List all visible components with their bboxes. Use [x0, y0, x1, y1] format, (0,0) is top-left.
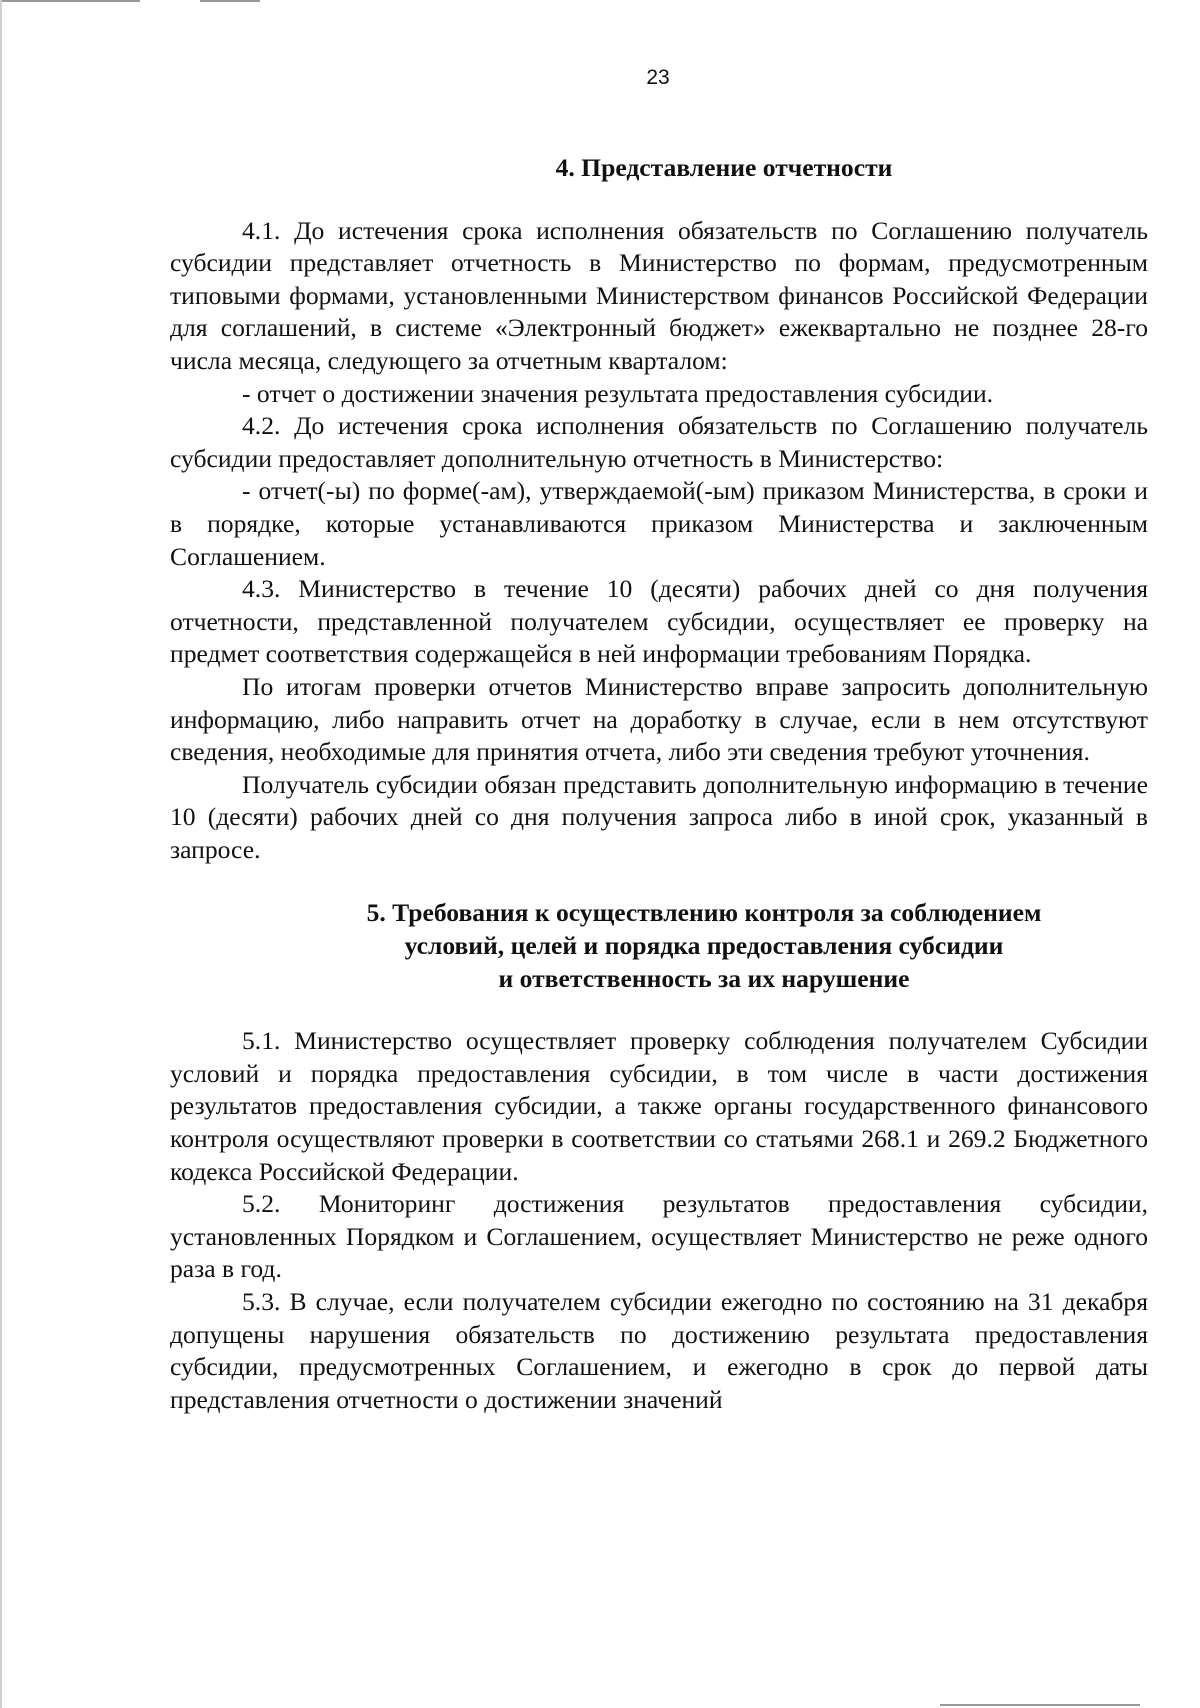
section-5-heading-line-1: 5. Требования к осуществлению контроля за соблюдением: [366, 898, 1042, 928]
paragraph-4-2: 4.2. До истечения срока исполнения обязательств по Соглашению получатель субсидии предоставляет дополнительную отчетность в Министерство:: [170, 411, 1148, 473]
section-4-heading: 4. Представление отчетности: [555, 153, 893, 182]
scan-edge-top-left: [0, 0, 140, 2]
paragraph-4-2-item: - отчет(-ы) по форме(-ам), утверждаемой(-ым) приказом Министерства, в сроки и в порядке, которые устанавливаются приказом Министерства и заключенным Соглашением.: [170, 476, 1148, 571]
scan-edge-left: [0, 0, 2, 1708]
paragraph-5-2: 5.2. Мониторинг достижения результатов предоставления субсидии, установленных Порядком и Соглашением, осуществляет Министерство не реже одного раза в год.: [170, 1189, 1148, 1284]
paragraph-4-3-review: По итогам проверки отчетов Министерство вправе запросить дополнительную информацию, либо направить отчет на доработку в случае, если в нем отсутствуют сведения, необходимые для принятия отчета, либо эти сведения требуют уточнения.: [170, 671, 1148, 767]
paragraph-4-1: 4.1. До истечения срока исполнения обязательств по Соглашению получатель субсидии представляет отчетность в Министерство по формам, предусмотренным типовыми формами, установленными Министерством финансов Российской Федерации для соглашений, в системе «Электронный бюджет» ежеквартально не позднее 28-го числа месяца, следующего за отчетным кварталом:: [170, 215, 1148, 375]
section-5-heading-line-3: и ответственность за их нарушение: [498, 963, 910, 993]
scan-edge-bottom-right: [940, 1704, 1140, 1706]
paragraph-4-3-additional-info: Получатель субсидии обязан представить дополнительную информацию в течение 10 (десяти) рабочих дней со дня получения запроса либо в иной срок, указанный в запросе.: [170, 769, 1148, 864]
page-number: 23: [646, 66, 670, 89]
paragraph-5-1: 5.1. Министерство осуществляет проверку соблюдения получателем Субсидии условий и порядка предоставления субсидии, в том числе в части достижения результатов предоставления субсидии, а также органы государственного финансового контроля осуществляют проверки в соответствии со статьями 268.1 и 269.2 Бюджетного кодекса Российской Федерации.: [170, 1026, 1148, 1186]
scan-edge-top-mid: [200, 0, 260, 2]
paragraph-5-3: 5.3. В случае, если получателем субсидии ежегодно по состоянию на 31 декабря допущены нарушения обязательств по достижению результата предоставления субсидии, предусмотренных Соглашением, и ежегодно в срок до первой даты представления отчетности о достижении значений: [170, 1287, 1148, 1414]
paragraph-4-3: 4.3. Министерство в течение 10 (десяти) рабочих дней со дня получения отчетности, представленной получателем субсидии, осуществляет ее проверку на предмет соответствия содержащейся в ней информации требованиям Порядка.: [170, 574, 1148, 669]
paragraph-4-1-item: - отчет о достижении значения результата предоставления субсидии.: [242, 378, 994, 408]
section-5-heading-line-2: условий, целей и порядка предоставления субсидии: [404, 931, 1004, 961]
section-5-heading: [170, 897, 1148, 995]
document-body: [170, 152, 1148, 1416]
